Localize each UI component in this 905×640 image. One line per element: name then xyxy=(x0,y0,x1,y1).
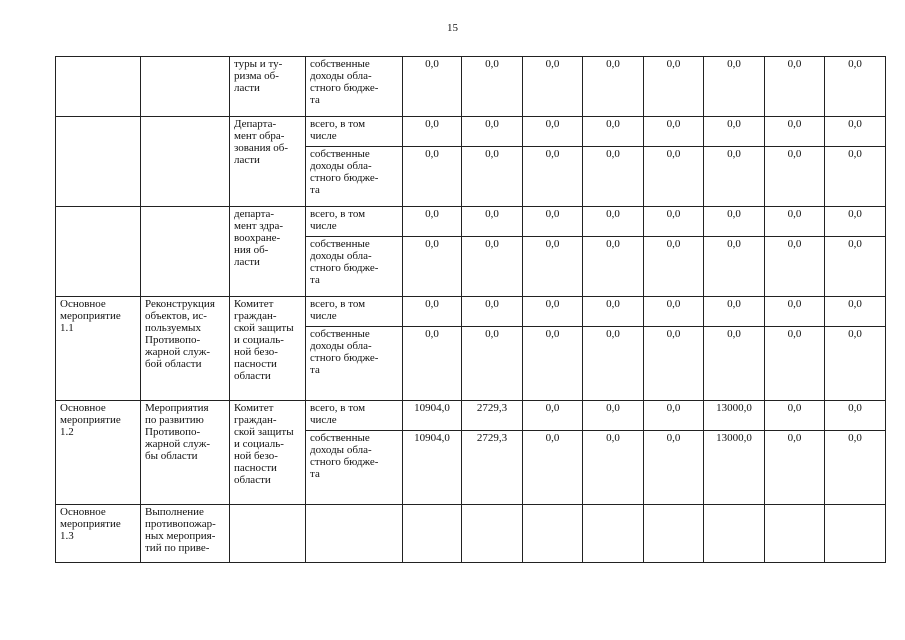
executor-cell: Комитет граждан- ской защиты и социаль- ной безо- пасности области xyxy=(230,401,306,505)
table-body xyxy=(56,57,886,563)
value-cell: 0,0 xyxy=(825,147,886,207)
value-cell: 0,0 xyxy=(523,207,583,237)
executor-cell: департа- мент здра- воохране- ния об- ласти xyxy=(230,207,306,297)
value-cell: 0,0 xyxy=(523,237,583,297)
value-cell: 0,0 xyxy=(765,57,825,117)
value-cell: 0,0 xyxy=(644,237,704,297)
description-cell: Реконструкция объектов, ис- пользуемых Противопо- жарной служ- бой области xyxy=(141,297,230,401)
funding-source-cell: собственные доходы обла- стного бюдже- та xyxy=(306,431,403,505)
value-cell: 0,0 xyxy=(765,297,825,327)
value-cell: 0,0 xyxy=(462,117,523,147)
value-cell: 10904,0 xyxy=(403,401,462,431)
funding-source-cell: всего, в том числе xyxy=(306,207,403,237)
measure-cell: Основное мероприятие 1.3 xyxy=(56,505,141,563)
value-cell: 0,0 xyxy=(825,401,886,431)
measure-cell xyxy=(56,57,141,117)
table-row xyxy=(56,57,886,117)
value-cell: 0,0 xyxy=(403,207,462,237)
value-cell: 0,0 xyxy=(403,327,462,401)
value-cell: 0,0 xyxy=(825,57,886,117)
executor-cell: туры и ту- ризма об- ласти xyxy=(230,57,306,117)
table-row xyxy=(56,117,886,147)
value-cell: 0,0 xyxy=(523,401,583,431)
value-cell: 0,0 xyxy=(403,57,462,117)
value-cell: 0,0 xyxy=(825,431,886,505)
description-cell: Мероприятия по развитию Противопо- жарной служ- бы области xyxy=(141,401,230,505)
funding-source-cell: собственные доходы обла- стного бюдже- та xyxy=(306,57,403,117)
measure-cell xyxy=(56,207,141,297)
value-cell: 0,0 xyxy=(523,431,583,505)
value-cell xyxy=(825,505,886,563)
description-cell: Выполнение противопожар- ных мероприя- тий по приве- xyxy=(141,505,230,563)
value-cell: 0,0 xyxy=(644,117,704,147)
funding-source-cell: собственные доходы обла- стного бюдже- та xyxy=(306,147,403,207)
value-cell: 0,0 xyxy=(583,237,644,297)
value-cell: 0,0 xyxy=(462,147,523,207)
value-cell: 0,0 xyxy=(765,237,825,297)
value-cell xyxy=(583,505,644,563)
value-cell: 0,0 xyxy=(583,57,644,117)
value-cell: 0,0 xyxy=(704,327,765,401)
value-cell: 0,0 xyxy=(704,57,765,117)
value-cell: 0,0 xyxy=(765,207,825,237)
value-cell: 0,0 xyxy=(403,237,462,297)
value-cell: 0,0 xyxy=(523,117,583,147)
value-cell: 13000,0 xyxy=(704,431,765,505)
description-cell xyxy=(141,207,230,297)
budget-table xyxy=(55,56,886,563)
value-cell: 0,0 xyxy=(765,431,825,505)
value-cell: 0,0 xyxy=(462,327,523,401)
value-cell: 0,0 xyxy=(644,431,704,505)
value-cell: 0,0 xyxy=(765,147,825,207)
executor-cell: Департа- мент обра- зования об- ласти xyxy=(230,117,306,207)
value-cell: 2729,3 xyxy=(462,431,523,505)
value-cell xyxy=(462,505,523,563)
value-cell xyxy=(704,505,765,563)
value-cell: 0,0 xyxy=(462,237,523,297)
funding-source-cell xyxy=(306,505,403,563)
funding-source-cell: собственные доходы обла- стного бюдже- та xyxy=(306,327,403,401)
value-cell: 0,0 xyxy=(825,237,886,297)
executor-cell xyxy=(230,505,306,563)
funding-source-cell: собственные доходы обла- стного бюдже- та xyxy=(306,237,403,297)
value-cell xyxy=(523,505,583,563)
value-cell: 0,0 xyxy=(644,297,704,327)
funding-source-cell: всего, в том числе xyxy=(306,297,403,327)
value-cell xyxy=(644,505,704,563)
value-cell: 13000,0 xyxy=(704,401,765,431)
value-cell: 0,0 xyxy=(765,327,825,401)
value-cell: 0,0 xyxy=(644,401,704,431)
value-cell: 0,0 xyxy=(825,327,886,401)
value-cell: 0,0 xyxy=(704,147,765,207)
value-cell: 0,0 xyxy=(644,147,704,207)
description-cell xyxy=(141,117,230,207)
value-cell: 0,0 xyxy=(825,297,886,327)
value-cell: 0,0 xyxy=(644,57,704,117)
funding-source-cell: всего, в том числе xyxy=(306,117,403,147)
value-cell xyxy=(403,505,462,563)
value-cell: 2729,3 xyxy=(462,401,523,431)
value-cell: 0,0 xyxy=(403,117,462,147)
value-cell: 0,0 xyxy=(583,147,644,207)
measure-cell xyxy=(56,117,141,207)
value-cell: 0,0 xyxy=(825,207,886,237)
value-cell: 0,0 xyxy=(403,297,462,327)
value-cell: 0,0 xyxy=(583,207,644,237)
table-row xyxy=(56,505,886,563)
value-cell: 0,0 xyxy=(765,117,825,147)
value-cell: 0,0 xyxy=(583,117,644,147)
value-cell: 0,0 xyxy=(704,297,765,327)
value-cell: 0,0 xyxy=(704,117,765,147)
table-row xyxy=(56,401,886,431)
measure-cell: Основное мероприятие 1.2 xyxy=(56,401,141,505)
measure-cell: Основное мероприятие 1.1 xyxy=(56,297,141,401)
value-cell: 0,0 xyxy=(583,401,644,431)
table-row xyxy=(56,207,886,237)
page-number: 15 xyxy=(447,22,458,34)
value-cell: 0,0 xyxy=(704,207,765,237)
value-cell xyxy=(765,505,825,563)
value-cell: 0,0 xyxy=(462,57,523,117)
value-cell: 0,0 xyxy=(523,297,583,327)
value-cell: 10904,0 xyxy=(403,431,462,505)
value-cell: 0,0 xyxy=(644,207,704,237)
description-cell xyxy=(141,57,230,117)
table-row xyxy=(56,297,886,327)
value-cell: 0,0 xyxy=(644,327,704,401)
value-cell: 0,0 xyxy=(704,237,765,297)
value-cell: 0,0 xyxy=(462,207,523,237)
value-cell: 0,0 xyxy=(583,327,644,401)
value-cell: 0,0 xyxy=(765,401,825,431)
value-cell: 0,0 xyxy=(583,431,644,505)
value-cell: 0,0 xyxy=(523,57,583,117)
value-cell: 0,0 xyxy=(825,117,886,147)
value-cell: 0,0 xyxy=(523,327,583,401)
value-cell: 0,0 xyxy=(523,147,583,207)
funding-source-cell: всего, в том числе xyxy=(306,401,403,431)
executor-cell: Комитет граждан- ской защиты и социаль- ной безо- пасности области xyxy=(230,297,306,401)
value-cell: 0,0 xyxy=(583,297,644,327)
value-cell: 0,0 xyxy=(462,297,523,327)
value-cell: 0,0 xyxy=(403,147,462,207)
